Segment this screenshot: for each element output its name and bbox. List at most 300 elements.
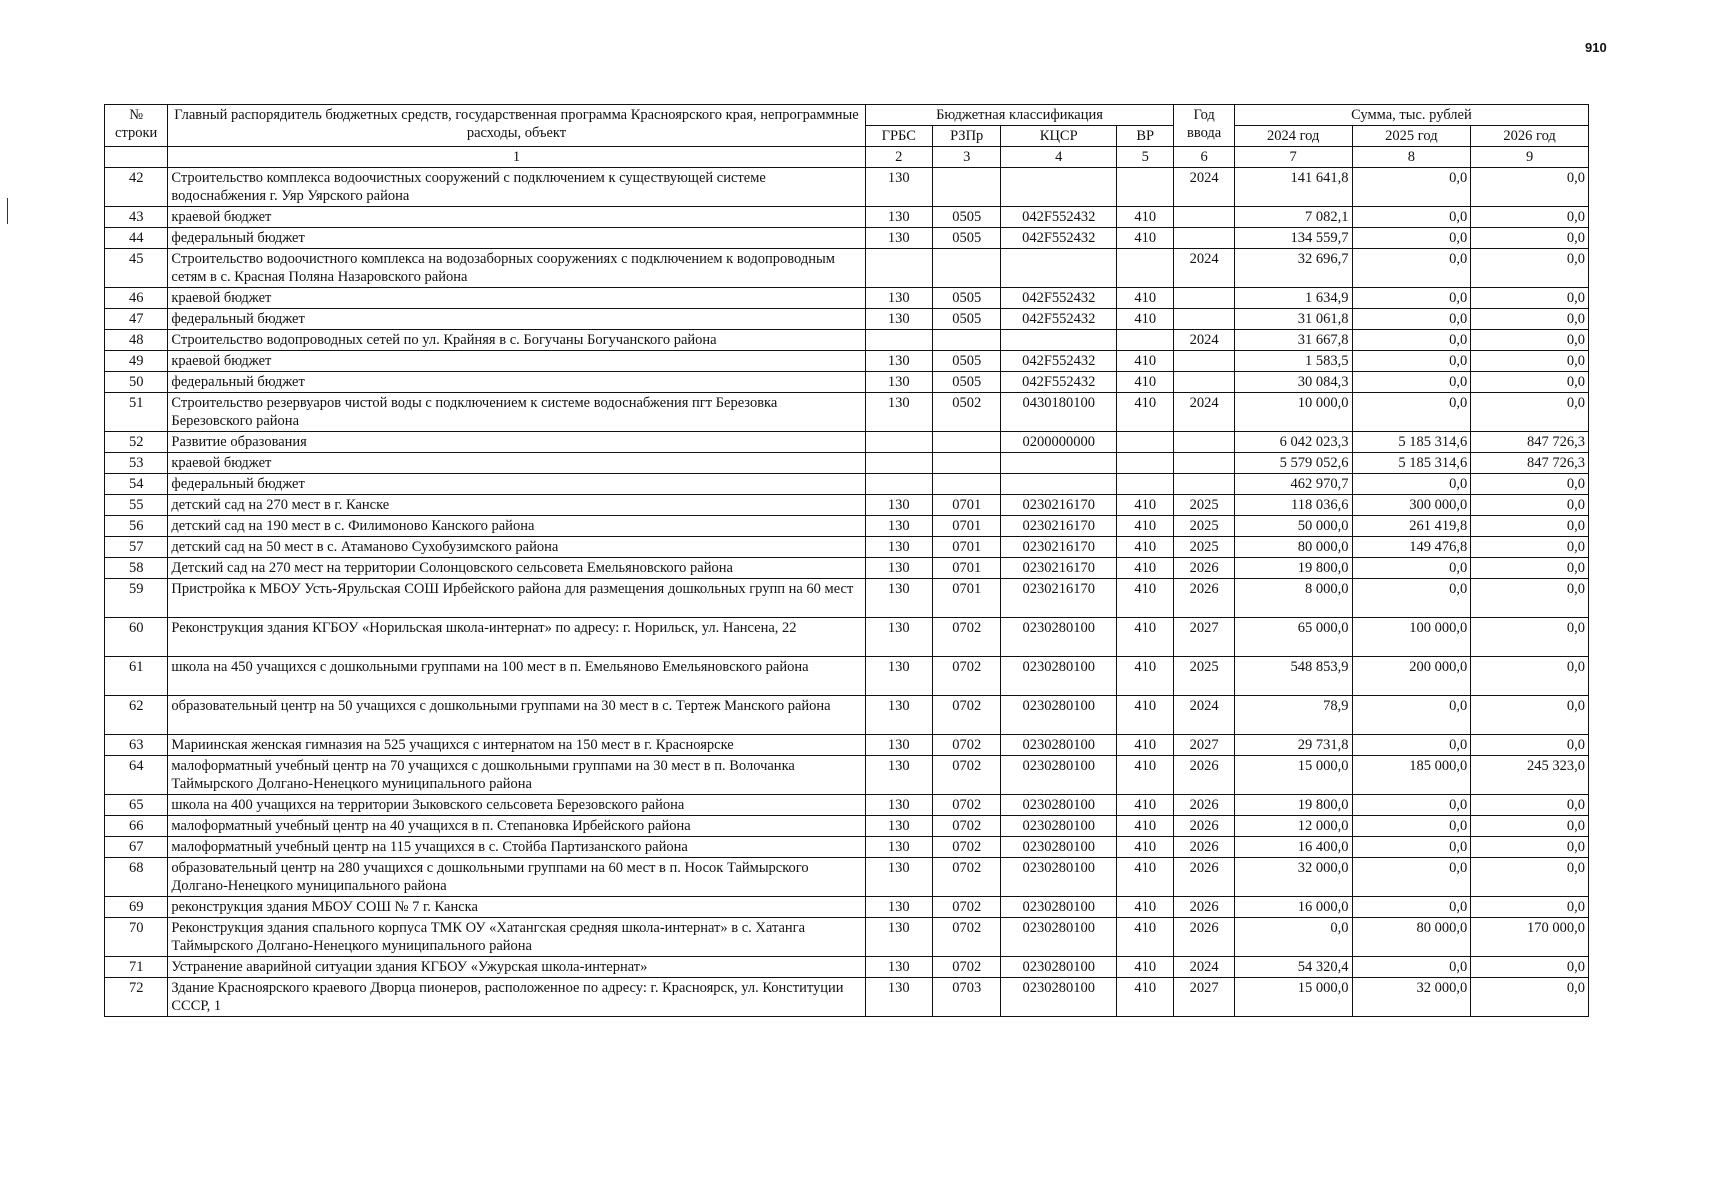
- item-name: Строительство комплекса водоочистных сооружений с подключением к существующей системе водоснабжения г. Уяр Уярского района: [168, 168, 865, 207]
- item-name: Реконструкция здания спального корпуса ТМК ОУ «Хатангская средняя школа-интернат» в с. Хатанга Таймырского Долгано-Ненецкого муниципального района: [168, 918, 865, 957]
- item-name: Устранение аварийной ситуации здания КГБОУ «Ужурская школа-интернат»: [168, 957, 865, 978]
- amount-2026: 0,0: [1471, 351, 1589, 372]
- vr-code: 410: [1117, 618, 1174, 657]
- amount-2025: 0,0: [1352, 207, 1471, 228]
- vr-code: 410: [1117, 696, 1174, 735]
- header-sum: Сумма, тыс. рублей: [1234, 105, 1588, 126]
- amount-2024: 29 731,8: [1234, 735, 1352, 756]
- amount-2026: 0,0: [1471, 309, 1589, 330]
- table-row: [105, 393, 1589, 432]
- kcsr-code: 042F552432: [1001, 351, 1117, 372]
- amount-2025: 0,0: [1352, 474, 1471, 495]
- row-number: 42: [105, 168, 168, 207]
- item-name: реконструкция здания МБОУ СОШ № 7 г. Канска: [168, 897, 865, 918]
- row-number: 59: [105, 579, 168, 618]
- kcsr-code: [1001, 330, 1117, 351]
- item-name: Строительство водопроводных сетей по ул. Крайняя в с. Богучаны Богучанского района: [168, 330, 865, 351]
- item-name: детский сад на 50 мест в с. Атаманово Сухобузимского района: [168, 537, 865, 558]
- table-row: [105, 837, 1589, 858]
- amount-2024: 462 970,7: [1234, 474, 1352, 495]
- amount-2026: 0,0: [1471, 795, 1589, 816]
- kcsr-code: 042F552432: [1001, 309, 1117, 330]
- rzpr-code: 0702: [932, 837, 1000, 858]
- rzpr-code: [932, 330, 1000, 351]
- table-row: [105, 474, 1589, 495]
- item-name: краевой бюджет: [168, 288, 865, 309]
- year-intro: 2025: [1174, 495, 1234, 516]
- vr-code: 410: [1117, 558, 1174, 579]
- vr-code: 410: [1117, 495, 1174, 516]
- grbs-code: 130: [865, 207, 932, 228]
- vr-code: 410: [1117, 858, 1174, 897]
- grbs-code: 130: [865, 756, 932, 795]
- amount-2025: 0,0: [1352, 735, 1471, 756]
- kcsr-code: [1001, 453, 1117, 474]
- row-number: 62: [105, 696, 168, 735]
- item-name: федеральный бюджет: [168, 372, 865, 393]
- amount-2025: 200 000,0: [1352, 657, 1471, 696]
- item-name: федеральный бюджет: [168, 228, 865, 249]
- rzpr-code: 0505: [932, 207, 1000, 228]
- kcsr-code: 0230216170: [1001, 579, 1117, 618]
- amount-2026: 0,0: [1471, 579, 1589, 618]
- item-name: образовательный центр на 50 учащихся с дошкольными группами на 30 мест в с. Тертеж Манского района: [168, 696, 865, 735]
- grbs-code: 130: [865, 696, 932, 735]
- rzpr-code: 0701: [932, 537, 1000, 558]
- amount-2026: 0,0: [1471, 978, 1589, 1017]
- grbs-code: [865, 453, 932, 474]
- vr-code: 410: [1117, 978, 1174, 1017]
- margin-mark: [7, 198, 8, 224]
- amount-2024: 6 042 023,3: [1234, 432, 1352, 453]
- amount-2024: 10 000,0: [1234, 393, 1352, 432]
- table-row: [105, 816, 1589, 837]
- grbs-code: 130: [865, 393, 932, 432]
- amount-2025: 0,0: [1352, 858, 1471, 897]
- grbs-code: [865, 474, 932, 495]
- kcsr-code: 0200000000: [1001, 432, 1117, 453]
- amount-2026: 0,0: [1471, 537, 1589, 558]
- row-number: 49: [105, 351, 168, 372]
- amount-2025: 0,0: [1352, 168, 1471, 207]
- year-intro: [1174, 432, 1234, 453]
- amount-2026: 0,0: [1471, 249, 1589, 288]
- amount-2025: 0,0: [1352, 957, 1471, 978]
- item-name: Мариинская женская гимназия на 525 учащихся с интернатом на 150 мест в г. Красноярске: [168, 735, 865, 756]
- vr-code: 410: [1117, 351, 1174, 372]
- amount-2024: 50 000,0: [1234, 516, 1352, 537]
- kcsr-code: 0430180100: [1001, 393, 1117, 432]
- kcsr-code: 0230216170: [1001, 537, 1117, 558]
- row-number: 43: [105, 207, 168, 228]
- amount-2025: 0,0: [1352, 228, 1471, 249]
- kcsr-code: 0230280100: [1001, 957, 1117, 978]
- row-number: 52: [105, 432, 168, 453]
- grbs-code: 130: [865, 228, 932, 249]
- item-name: Детский сад на 270 мест на территории Солонцовского сельсовета Емельяновского района: [168, 558, 865, 579]
- amount-2025: 0,0: [1352, 579, 1471, 618]
- amount-2025: 185 000,0: [1352, 756, 1471, 795]
- amount-2024: 1 583,5: [1234, 351, 1352, 372]
- kcsr-code: [1001, 168, 1117, 207]
- year-intro: 2026: [1174, 558, 1234, 579]
- item-name: малоформатный учебный центр на 115 учащихся в с. Стойба Партизанского района: [168, 837, 865, 858]
- item-name: образовательный центр на 280 учащихся с дошкольными группами на 60 мест в п. Носок Таймырского Долгано-Ненецкого муниципального района: [168, 858, 865, 897]
- year-intro: 2024: [1174, 249, 1234, 288]
- year-intro: 2027: [1174, 618, 1234, 657]
- item-name: малоформатный учебный центр на 40 учащихся в п. Степановка Ирбейского района: [168, 816, 865, 837]
- year-intro: 2025: [1174, 537, 1234, 558]
- amount-2024: 118 036,6: [1234, 495, 1352, 516]
- col-index-5: 5: [1117, 147, 1174, 168]
- amount-2025: 100 000,0: [1352, 618, 1471, 657]
- year-intro: 2027: [1174, 978, 1234, 1017]
- row-number: 67: [105, 837, 168, 858]
- row-number: 64: [105, 756, 168, 795]
- grbs-code: [865, 249, 932, 288]
- year-intro: 2026: [1174, 795, 1234, 816]
- rzpr-code: 0505: [932, 288, 1000, 309]
- rzpr-code: [932, 249, 1000, 288]
- table-row: [105, 957, 1589, 978]
- vr-code: 410: [1117, 372, 1174, 393]
- amount-2024: 31 667,8: [1234, 330, 1352, 351]
- amount-2024: 15 000,0: [1234, 756, 1352, 795]
- grbs-code: 130: [865, 657, 932, 696]
- amount-2025: 0,0: [1352, 288, 1471, 309]
- vr-code: 410: [1117, 837, 1174, 858]
- item-name: Развитие образования: [168, 432, 865, 453]
- grbs-code: 130: [865, 618, 932, 657]
- rzpr-code: [932, 168, 1000, 207]
- grbs-code: 130: [865, 495, 932, 516]
- table-row: [105, 309, 1589, 330]
- amount-2024: 7 082,1: [1234, 207, 1352, 228]
- row-number: 68: [105, 858, 168, 897]
- amount-2026: 0,0: [1471, 657, 1589, 696]
- amount-2025: 0,0: [1352, 795, 1471, 816]
- year-intro: 2024: [1174, 330, 1234, 351]
- amount-2026: 0,0: [1471, 837, 1589, 858]
- amount-2024: 15 000,0: [1234, 978, 1352, 1017]
- kcsr-code: [1001, 474, 1117, 495]
- vr-code: 410: [1117, 816, 1174, 837]
- kcsr-code: 0230216170: [1001, 516, 1117, 537]
- year-intro: [1174, 207, 1234, 228]
- table-row: [105, 516, 1589, 537]
- row-number: 69: [105, 897, 168, 918]
- year-intro: 2025: [1174, 516, 1234, 537]
- amount-2026: 0,0: [1471, 816, 1589, 837]
- row-number: 56: [105, 516, 168, 537]
- kcsr-code: 0230216170: [1001, 495, 1117, 516]
- header-vr: ВР: [1117, 126, 1174, 147]
- vr-code: 410: [1117, 516, 1174, 537]
- item-name: школа на 400 учащихся на территории Зыковского сельсовета Березовского района: [168, 795, 865, 816]
- row-number: 57: [105, 537, 168, 558]
- kcsr-code: 0230280100: [1001, 696, 1117, 735]
- header-year-intro: Год ввода: [1174, 105, 1234, 147]
- amount-2024: 80 000,0: [1234, 537, 1352, 558]
- kcsr-code: 0230216170: [1001, 558, 1117, 579]
- year-intro: [1174, 351, 1234, 372]
- year-intro: [1174, 288, 1234, 309]
- rzpr-code: 0701: [932, 495, 1000, 516]
- table-row: [105, 228, 1589, 249]
- amount-2025: 300 000,0: [1352, 495, 1471, 516]
- grbs-code: 130: [865, 816, 932, 837]
- rzpr-code: 0702: [932, 696, 1000, 735]
- header-2025: 2025 год: [1352, 126, 1471, 147]
- item-name: Пристройка к МБОУ Усть-Ярульская СОШ Ирбейского района для размещения дошкольных групп на 60 мест: [168, 579, 865, 618]
- grbs-code: 130: [865, 978, 932, 1017]
- kcsr-code: 0230280100: [1001, 816, 1117, 837]
- item-name: краевой бюджет: [168, 453, 865, 474]
- table-row: [105, 795, 1589, 816]
- kcsr-code: 0230280100: [1001, 657, 1117, 696]
- table-row: [105, 351, 1589, 372]
- kcsr-code: 042F552432: [1001, 288, 1117, 309]
- rzpr-code: 0701: [932, 558, 1000, 579]
- vr-code: [1117, 474, 1174, 495]
- amount-2026: 0,0: [1471, 957, 1589, 978]
- rzpr-code: 0505: [932, 351, 1000, 372]
- year-intro: 2024: [1174, 393, 1234, 432]
- table-row: [105, 579, 1589, 618]
- row-number: 66: [105, 816, 168, 837]
- rzpr-code: 0505: [932, 309, 1000, 330]
- year-intro: 2026: [1174, 756, 1234, 795]
- item-name: Строительство водоочистного комплекса на водозаборных сооружениях с подключением к водопроводным сетям в с. Красная Поляна Назаровского района: [168, 249, 865, 288]
- amount-2026: 0,0: [1471, 330, 1589, 351]
- row-number: 55: [105, 495, 168, 516]
- row-number: 54: [105, 474, 168, 495]
- grbs-code: 130: [865, 537, 932, 558]
- row-number: 72: [105, 978, 168, 1017]
- rzpr-code: 0702: [932, 858, 1000, 897]
- amount-2026: 0,0: [1471, 207, 1589, 228]
- row-number: 63: [105, 735, 168, 756]
- row-number: 65: [105, 795, 168, 816]
- table-row: [105, 537, 1589, 558]
- col-index-9: 9: [1471, 147, 1589, 168]
- vr-code: [1117, 330, 1174, 351]
- rzpr-code: 0505: [932, 372, 1000, 393]
- rzpr-code: 0702: [932, 657, 1000, 696]
- rzpr-code: 0702: [932, 795, 1000, 816]
- table-row: [105, 897, 1589, 918]
- amount-2026: 0,0: [1471, 558, 1589, 579]
- table-row: [105, 168, 1589, 207]
- row-number: 44: [105, 228, 168, 249]
- row-number: 71: [105, 957, 168, 978]
- table-row: [105, 696, 1589, 735]
- item-name: Строительство резервуаров чистой воды с подключением к системе водоснабжения пгт Березовка Березовского района: [168, 393, 865, 432]
- amount-2024: 16 000,0: [1234, 897, 1352, 918]
- kcsr-code: 0230280100: [1001, 918, 1117, 957]
- row-number: 47: [105, 309, 168, 330]
- year-intro: 2025: [1174, 657, 1234, 696]
- year-intro: [1174, 372, 1234, 393]
- amount-2025: 0,0: [1352, 897, 1471, 918]
- rzpr-code: [932, 432, 1000, 453]
- table-row: [105, 495, 1589, 516]
- header-kcsr: КЦСР: [1001, 126, 1117, 147]
- rzpr-code: 0702: [932, 897, 1000, 918]
- amount-2026: 0,0: [1471, 696, 1589, 735]
- amount-2026: 0,0: [1471, 228, 1589, 249]
- amount-2024: 5 579 052,6: [1234, 453, 1352, 474]
- amount-2024: 32 000,0: [1234, 858, 1352, 897]
- rzpr-code: 0702: [932, 756, 1000, 795]
- item-name: краевой бюджет: [168, 351, 865, 372]
- amount-2025: 149 476,8: [1352, 537, 1471, 558]
- grbs-code: 130: [865, 168, 932, 207]
- amount-2024: 548 853,9: [1234, 657, 1352, 696]
- row-number: 45: [105, 249, 168, 288]
- col-index-7: 7: [1234, 147, 1352, 168]
- header-2026: 2026 год: [1471, 126, 1589, 147]
- kcsr-code: 042F552432: [1001, 207, 1117, 228]
- year-intro: 2026: [1174, 837, 1234, 858]
- amount-2025: 0,0: [1352, 330, 1471, 351]
- vr-code: 410: [1117, 288, 1174, 309]
- item-name: федеральный бюджет: [168, 474, 865, 495]
- grbs-code: 130: [865, 957, 932, 978]
- row-number: 61: [105, 657, 168, 696]
- kcsr-code: 0230280100: [1001, 795, 1117, 816]
- table-row: [105, 858, 1589, 897]
- amount-2026: 0,0: [1471, 372, 1589, 393]
- table-row: [105, 558, 1589, 579]
- item-name: Реконструкция здания КГБОУ «Норильская школа-интернат» по адресу: г. Норильск, ул. Нансена, 22: [168, 618, 865, 657]
- kcsr-code: [1001, 249, 1117, 288]
- amount-2024: 1 634,9: [1234, 288, 1352, 309]
- item-name: Здание Красноярского краевого Дворца пионеров, расположенное по адресу: г. Красноярск, ул. Конституции СССР, 1: [168, 978, 865, 1017]
- vr-code: 410: [1117, 309, 1174, 330]
- col-index-8: 8: [1352, 147, 1471, 168]
- amount-2024: 32 696,7: [1234, 249, 1352, 288]
- item-name: краевой бюджет: [168, 207, 865, 228]
- table-row: [105, 249, 1589, 288]
- amount-2024: 141 641,8: [1234, 168, 1352, 207]
- grbs-code: 130: [865, 558, 932, 579]
- col-index-1: 1: [168, 147, 865, 168]
- rzpr-code: 0702: [932, 816, 1000, 837]
- col-index-2: 2: [865, 147, 932, 168]
- vr-code: 410: [1117, 537, 1174, 558]
- grbs-code: 130: [865, 516, 932, 537]
- amount-2026: 0,0: [1471, 735, 1589, 756]
- year-intro: 2024: [1174, 957, 1234, 978]
- grbs-code: 130: [865, 351, 932, 372]
- header-rzpr: РЗПр: [932, 126, 1000, 147]
- item-name: федеральный бюджет: [168, 309, 865, 330]
- amount-2024: 12 000,0: [1234, 816, 1352, 837]
- amount-2026: 245 323,0: [1471, 756, 1589, 795]
- header-budget-classification: Бюджетная классификация: [865, 105, 1174, 126]
- item-name: детский сад на 270 мест в г. Канске: [168, 495, 865, 516]
- vr-code: 410: [1117, 735, 1174, 756]
- header-2024: 2024 год: [1234, 126, 1352, 147]
- amount-2025: 0,0: [1352, 558, 1471, 579]
- grbs-code: 130: [865, 918, 932, 957]
- item-name: малоформатный учебный центр на 70 учащихся с дошкольными группами на 30 мест в п. Волочанка Таймырского Долгано-Ненецкого муниципального района: [168, 756, 865, 795]
- rzpr-code: 0703: [932, 978, 1000, 1017]
- col-index-3: 3: [932, 147, 1000, 168]
- grbs-code: 130: [865, 372, 932, 393]
- year-intro: 2026: [1174, 918, 1234, 957]
- rzpr-code: 0702: [932, 735, 1000, 756]
- vr-code: 410: [1117, 897, 1174, 918]
- budget-table: [104, 104, 1589, 1017]
- amount-2026: 0,0: [1471, 474, 1589, 495]
- vr-code: 410: [1117, 756, 1174, 795]
- table-row: [105, 978, 1589, 1017]
- amount-2026: 0,0: [1471, 516, 1589, 537]
- grbs-code: [865, 330, 932, 351]
- vr-code: 410: [1117, 207, 1174, 228]
- amount-2024: 54 320,4: [1234, 957, 1352, 978]
- grbs-code: 130: [865, 897, 932, 918]
- row-number: 53: [105, 453, 168, 474]
- row-number: 51: [105, 393, 168, 432]
- col-index-0: [105, 147, 168, 168]
- year-intro: [1174, 474, 1234, 495]
- row-number: 48: [105, 330, 168, 351]
- amount-2026: 0,0: [1471, 858, 1589, 897]
- amount-2025: 5 185 314,6: [1352, 432, 1471, 453]
- amount-2025: 0,0: [1352, 393, 1471, 432]
- col-index-6: 6: [1174, 147, 1234, 168]
- amount-2026: 0,0: [1471, 393, 1589, 432]
- table-row: [105, 330, 1589, 351]
- kcsr-code: 042F552432: [1001, 228, 1117, 249]
- item-name: детский сад на 190 мест в с. Филимоново Канского района: [168, 516, 865, 537]
- amount-2024: 31 061,8: [1234, 309, 1352, 330]
- amount-2026: 0,0: [1471, 618, 1589, 657]
- row-number: 46: [105, 288, 168, 309]
- amount-2025: 0,0: [1352, 696, 1471, 735]
- amount-2024: 8 000,0: [1234, 579, 1352, 618]
- vr-code: [1117, 432, 1174, 453]
- table-row: [105, 432, 1589, 453]
- header-row-number: № строки: [105, 105, 168, 147]
- col-index-4: 4: [1001, 147, 1117, 168]
- row-number: 70: [105, 918, 168, 957]
- grbs-code: 130: [865, 795, 932, 816]
- rzpr-code: 0702: [932, 918, 1000, 957]
- kcsr-code: 0230280100: [1001, 858, 1117, 897]
- vr-code: 410: [1117, 795, 1174, 816]
- table-row: [105, 918, 1589, 957]
- amount-2024: 30 084,3: [1234, 372, 1352, 393]
- amount-2026: 170 000,0: [1471, 918, 1589, 957]
- vr-code: [1117, 168, 1174, 207]
- year-intro: 2026: [1174, 579, 1234, 618]
- table-row: [105, 288, 1589, 309]
- kcsr-code: 0230280100: [1001, 618, 1117, 657]
- rzpr-code: 0505: [932, 228, 1000, 249]
- amount-2025: 0,0: [1352, 816, 1471, 837]
- rzpr-code: [932, 453, 1000, 474]
- amount-2024: 16 400,0: [1234, 837, 1352, 858]
- table-row: [105, 735, 1589, 756]
- amount-2025: 261 419,8: [1352, 516, 1471, 537]
- year-intro: 2026: [1174, 858, 1234, 897]
- rzpr-code: 0701: [932, 516, 1000, 537]
- kcsr-code: 0230280100: [1001, 756, 1117, 795]
